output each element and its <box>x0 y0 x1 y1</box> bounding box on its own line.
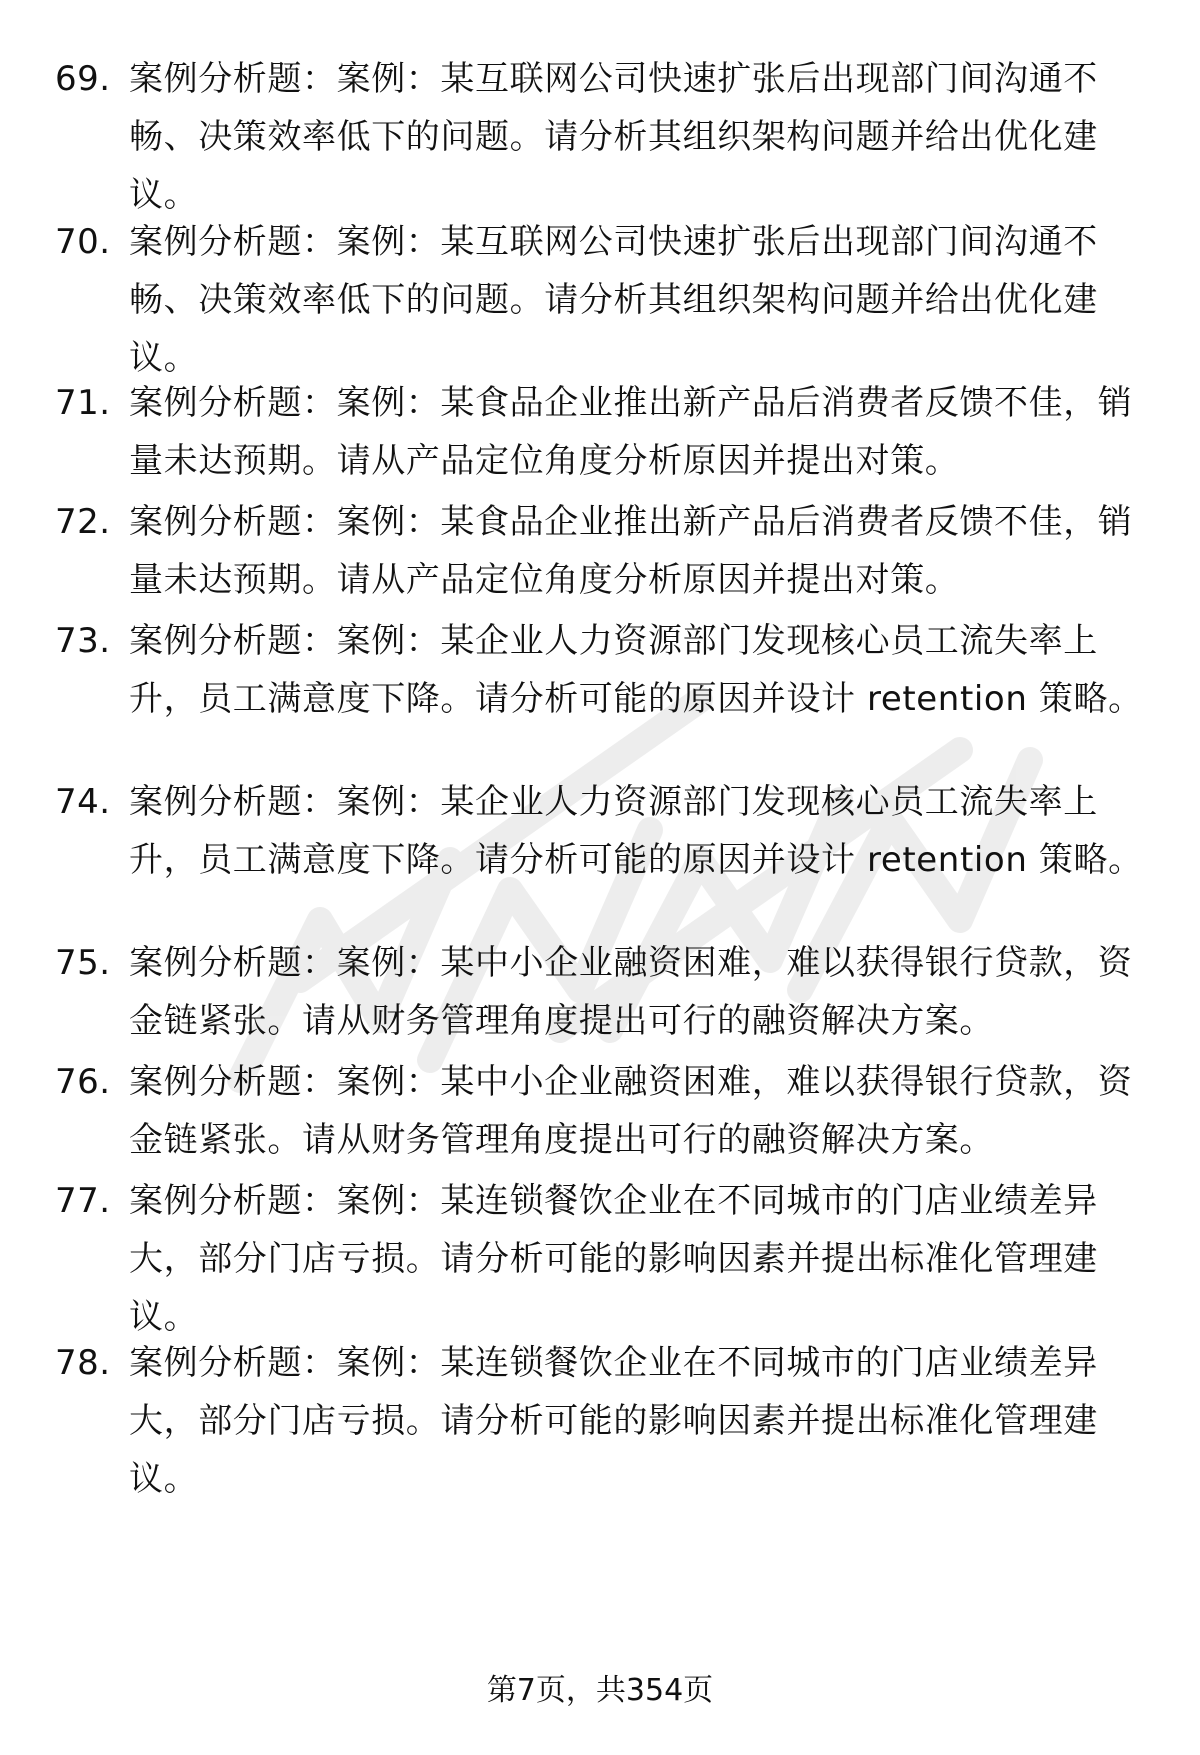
question-text: 案例分析题：案例：某互联网公司快速扩张后出现部门间沟通不畅、决策效率低下的问题。请分析其组织架构问题并给出优化建议。 <box>129 222 1098 378</box>
question-text: 案例分析题：案例：某企业人力资源部门发现核心员工流失率上升，员工满意度下降。请分析可能的原因并设计 retention 策略。 <box>129 782 1143 880</box>
question-number: 77. <box>55 1181 111 1221</box>
question-number: 74. <box>55 782 111 822</box>
question-number: 69. <box>55 59 111 99</box>
question-number: 73. <box>55 621 111 661</box>
question-text: 案例分析题：案例：某食品企业推出新产品后消费者反馈不佳，销量未达预期。请从产品定位角度分析原因并提出对策。 <box>129 502 1133 600</box>
question-text: 案例分析题：案例：某中小企业融资困难，难以获得银行贷款，资金链紧张。请从财务管理角度提出可行的融资解决方案。 <box>129 1062 1133 1160</box>
question-text: 案例分析题：案例：某企业人力资源部门发现核心员工流失率上升，员工满意度下降。请分析可能的原因并设计 retention 策略。 <box>129 621 1143 719</box>
question-text: 案例分析题：案例：某连锁餐饮企业在不同城市的门店业绩差异大，部分门店亏损。请分析可能的影响因素并提出标准化管理建议。 <box>129 1343 1098 1499</box>
question-text: 案例分析题：案例：某互联网公司快速扩张后出现部门间沟通不畅、决策效率低下的问题。请分析其组织架构问题并给出优化建议。 <box>129 59 1098 215</box>
question-number: 71. <box>55 383 111 423</box>
question-text: 案例分析题：案例：某连锁餐饮企业在不同城市的门店业绩差异大，部分门店亏损。请分析可能的影响因素并提出标准化管理建议。 <box>129 1181 1098 1337</box>
question-text: 案例分析题：案例：某中小企业融资困难，难以获得银行贷款，资金链紧张。请从财务管理角度提出可行的融资解决方案。 <box>129 943 1133 1041</box>
question-number: 72. <box>55 502 111 542</box>
question-number: 75. <box>55 943 111 983</box>
question-number: 78. <box>55 1343 111 1383</box>
question-text: 案例分析题：案例：某食品企业推出新产品后消费者反馈不佳，销量未达预期。请从产品定位角度分析原因并提出对策。 <box>129 383 1133 481</box>
page-number-footer: 第7页，共354页 <box>486 1673 714 1708</box>
question-number: 70. <box>55 222 111 262</box>
question-number: 76. <box>55 1062 111 1102</box>
